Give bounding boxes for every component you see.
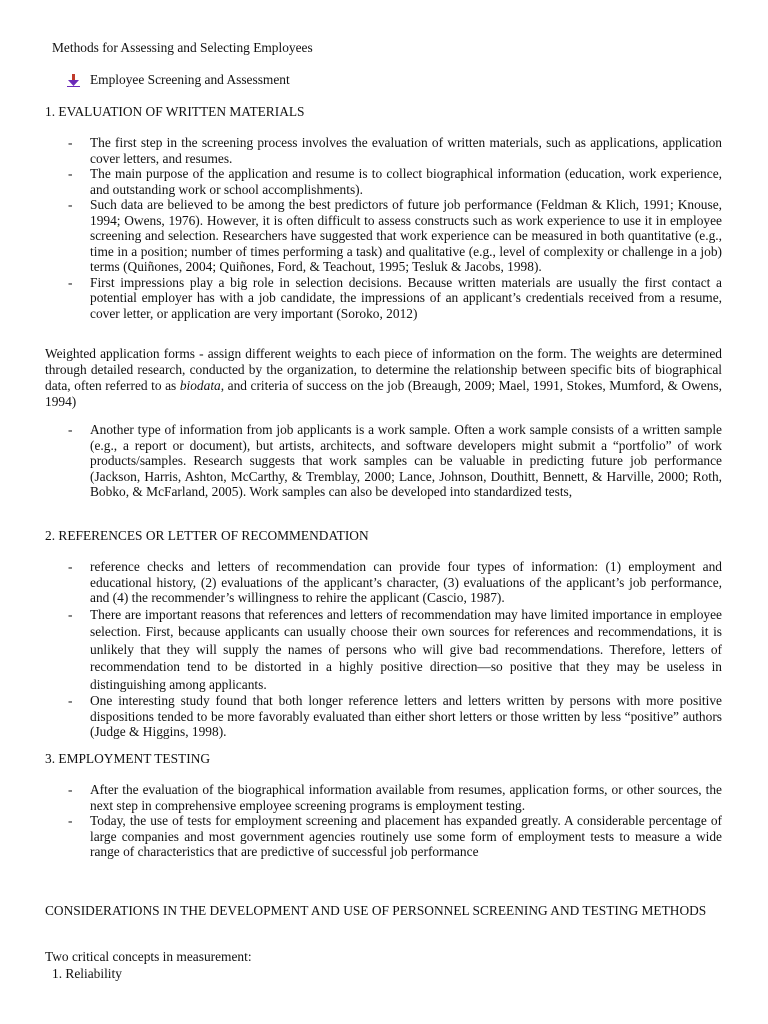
list-item: - After the evaluation of the biographical information available from resumes, application forms, or other sources, the next step in comprehensive employee screening programs is employment testing. (68, 782, 722, 813)
section-heading-references: 2. REFERENCES OR LETTER OF RECOMMENDATION (45, 528, 369, 543)
list-item: - The first step in the screening process involves the evaluation of written materials, such as applications, application cover letters, and resumes. (68, 135, 722, 166)
considerations-heading: CONSIDERATIONS IN THE DEVELOPMENT AND USE OF PERSONNEL SCREENING AND TESTING METHODS (45, 903, 707, 918)
list-item: - Another type of information from job applicants is a work sample. Often a work sample consists of a written sample (e.g., a report or document), but artists, architects, and software developers might submit a “portfolio” of work products/samples. Research suggests that work samples can be valuable in predicting future job performance (Jackson, Harris, Ashton, McCarthy, & Tremblay, 2000; Lance, Johnson, Douthitt, Bennett, & Harville, 2000; Roth, Bobko, & McFarland, 2005). Work samples can also be developed into standardized tests, (68, 422, 722, 499)
list-item: - First impressions play a big role in selection decisions. Because written materials are usually the first contact a potential employer has with a job candidate, the impressions of an applicant’s credentials received from a resume, cover letter, or application are very important (Soroko, 2012) (68, 274, 722, 321)
written-materials-list (68, 135, 722, 321)
reliability-item: 1. Reliability (52, 966, 122, 981)
list-item: - There are important reasons that references and letters of recommendation may have limited importance in employee selection. First, because applicants can usually choose their own sources for references and recommendations, it is unlikely that they will supply the names of persons who will give bad recommendations. Therefore, letters of recommendation tend to be distorted in a highly positive direction—so positive that they may be useless in distinguishing among applicants. (68, 606, 722, 692)
list-item: - One interesting study found that both longer reference letters and letters written by persons with more positive dispositions tended to be more favorably evaluated than either short letters or those written by less “positive” authors (Judge & Higgins, 1998). (68, 693, 722, 739)
references-list (68, 559, 722, 740)
weighted-application-paragraph: Weighted application forms - assign different weights to each piece of information on the form. The weights are determined through detailed research, conducted by the organization, to determine the relationship between specific bits of biographical data, often referred to as biodata, and criteria of success on the job (Breaugh, 2009; Mael, 1991, Stokes, Mumford, & Owens, 1994) (45, 346, 722, 409)
employment-testing-list (68, 782, 722, 860)
list-item: - Such data are believed to be among the best predictors of future job performance (Feldman & Klich, 1991; Knouse, 1994; Owens, 1976). However, it is often difficult to assess constructs such as work experience to use it in employee screening and selection. Researchers have suggested that work experience can be measured in both quantitative (e.g., time in a position; number of times performing a task) and qualitative (e.g., level of complexity or challenge in a job) terms (Quiñones, 2004; Quiñones, Ford, & Teachout, 1995; Tesluk & Jacobs, 1998). (68, 197, 722, 274)
document-title: Methods for Assessing and Selecting Employees (52, 40, 313, 55)
two-concepts-line: Two critical concepts in measurement: (45, 949, 252, 964)
list-item: - Today, the use of tests for employment screening and placement has expanded greatly. A considerable percentage of large companies and most government agencies routinely use some form of employment tests to measure a wide range of characteristics that are predictive of successful job performance (68, 813, 722, 859)
down-arrow-bullet-icon (66, 73, 82, 87)
subtitle-text: Employee Screening and Assessment (90, 72, 290, 87)
section-heading-written-materials: 1. EVALUATION OF WRITTEN MATERIALS (45, 104, 305, 119)
list-item: - The main purpose of the application and resume is to collect biographical information (education, work experience, and outstanding work or school accomplishments). (68, 166, 722, 197)
section-heading-employment-testing: 3. EMPLOYMENT TESTING (45, 751, 211, 766)
biodata-term: biodata (179, 378, 221, 393)
list-item: - reference checks and letters of recommendation can provide four types of information: (1) employment and educational history, (2) evaluations of the applicant’s character, (3) evaluations of the applicant’s job performance, and (4) the recommender’s willingness to rehire the applicant (Cascio, 1987). (68, 559, 722, 605)
subtitle-row (66, 72, 290, 88)
work-sample-list (68, 422, 722, 500)
